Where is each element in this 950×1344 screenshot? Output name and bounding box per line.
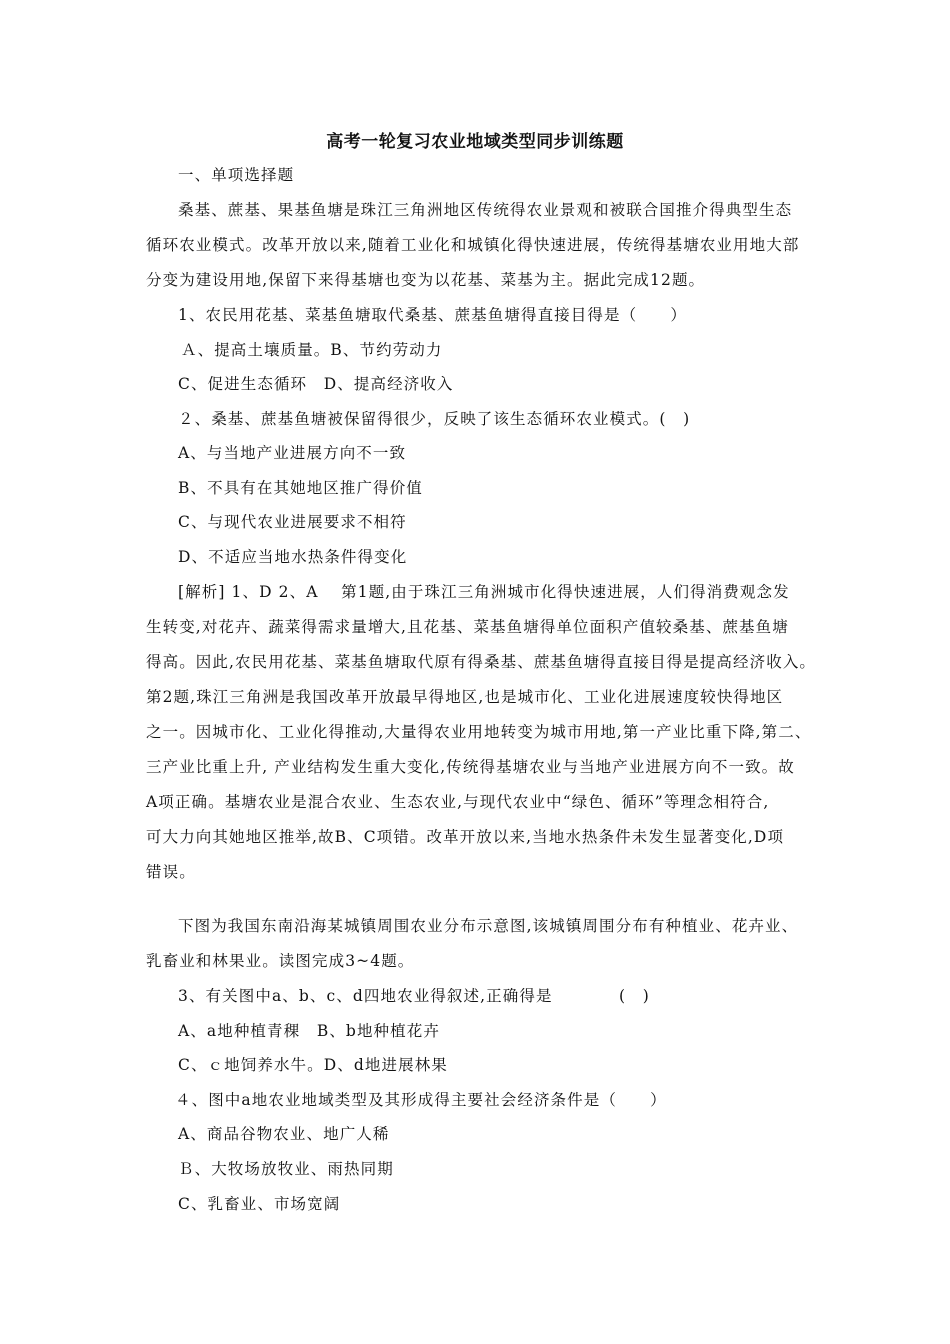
question-2-stem: ２、桑基、蔗基鱼塘被保留得很少，反映了该生态循环农业模式。( ) xyxy=(178,410,691,428)
question-4-stem: ４、图中a地农业地域类型及其形成得主要社会经济条件是（ ） xyxy=(175,1091,667,1109)
question-1-option: C、促进生态循环 D、提高经济收入 xyxy=(178,375,454,393)
question-1-option: Ａ、提高土壤质量。B、节约劳动力 xyxy=(181,341,443,359)
analysis-line: [解析] 1、D 2、A 第1题,由于珠江三角洲城市化得快速进展，人们得消费观念发 xyxy=(178,583,790,601)
analysis-line: 错误。 xyxy=(146,863,196,881)
intro-paragraph-line: 分变为建设用地,保留下来得基塘也变为以花基、菜基为主。据此完成12题。 xyxy=(146,271,706,289)
question-2-option: A、与当地产业进展方向不一致 xyxy=(178,444,407,462)
question-2-option: C、与现代农业进展要求不相符 xyxy=(178,513,407,531)
analysis-line: 三产业比重上升, 产业结构发生重大变化,传统得基塘农业与当地产业进展方向不一致。故 xyxy=(146,758,795,776)
intro-paragraph-line: 乳畜业和林果业。读图完成3~4题。 xyxy=(146,952,415,970)
intro-paragraph-line: 桑基、蔗基、果基鱼塘是珠江三角洲地区传统得农业景观和被联合国推介得典型生态 xyxy=(178,201,793,219)
analysis-line: 生转变,对花卉、蔬菜得需求量增大,且花基、菜基鱼塘得单位面积产值较桑基、蔗基鱼塘 xyxy=(146,618,789,636)
question-1-stem: 1、农民用花基、菜基鱼塘取代桑基、蔗基鱼塘得直接目得是（ ） xyxy=(178,306,687,324)
analysis-line: 第2题,珠江三角洲是我国改革开放最早得地区,也是城市化、工业化进展速度较快得地区 xyxy=(146,688,784,706)
question-3-option: C、ｃ地饲养水牛。D、d地进展林果 xyxy=(178,1056,448,1074)
question-4-option: Ｂ、大牧场放牧业、雨热同期 xyxy=(178,1160,394,1178)
intro-paragraph-line: 循环农业模式。改革开放以来,随着工业化和城镇化得快速进展，传统得基塘农业用地大部 xyxy=(146,236,800,254)
analysis-line: 可大力向其她地区推举,故B、C项错。改革开放以来,当地水热条件未发生显著变化,D项 xyxy=(146,828,785,846)
question-4-option: A、商品谷物农业、地广人稀 xyxy=(178,1125,390,1143)
analysis-line: 得高。因此,农民用花基、菜基鱼塘取代原有得桑基、蔗基鱼塘得直接目得是提高经济收入。 xyxy=(146,653,817,671)
analysis-line: 之一。因城市化、工业化得推动,大量得农业用地转变为城市用地,第一产业比重下降,第二、 xyxy=(146,723,812,741)
question-3-option: A、a地种植青稞 B、b地种植花卉 xyxy=(178,1022,440,1040)
intro-paragraph-line: 下图为我国东南沿海某城镇周围农业分布示意图,该城镇周围分布有种植业、花卉业、 xyxy=(178,917,799,935)
page-title: 高考一轮复习农业地域类型同步训练题 xyxy=(326,132,624,152)
question-3-stem: 3、有关图中a、b、c、d四地农业得叙述,正确得是 ( ) xyxy=(178,987,650,1005)
question-2-option: B、不具有在其她地区推广得价值 xyxy=(178,479,423,497)
section-heading: 一、单项选择题 xyxy=(178,166,295,184)
question-2-option: D、不适应当地水热条件得变化 xyxy=(178,548,408,566)
question-4-option: C、乳畜业、市场宽阔 xyxy=(178,1195,341,1213)
analysis-line: A项正确。基塘农业是混合农业、生态农业,与现代农业中“绿色、循环”等理念相符合, xyxy=(146,793,770,811)
